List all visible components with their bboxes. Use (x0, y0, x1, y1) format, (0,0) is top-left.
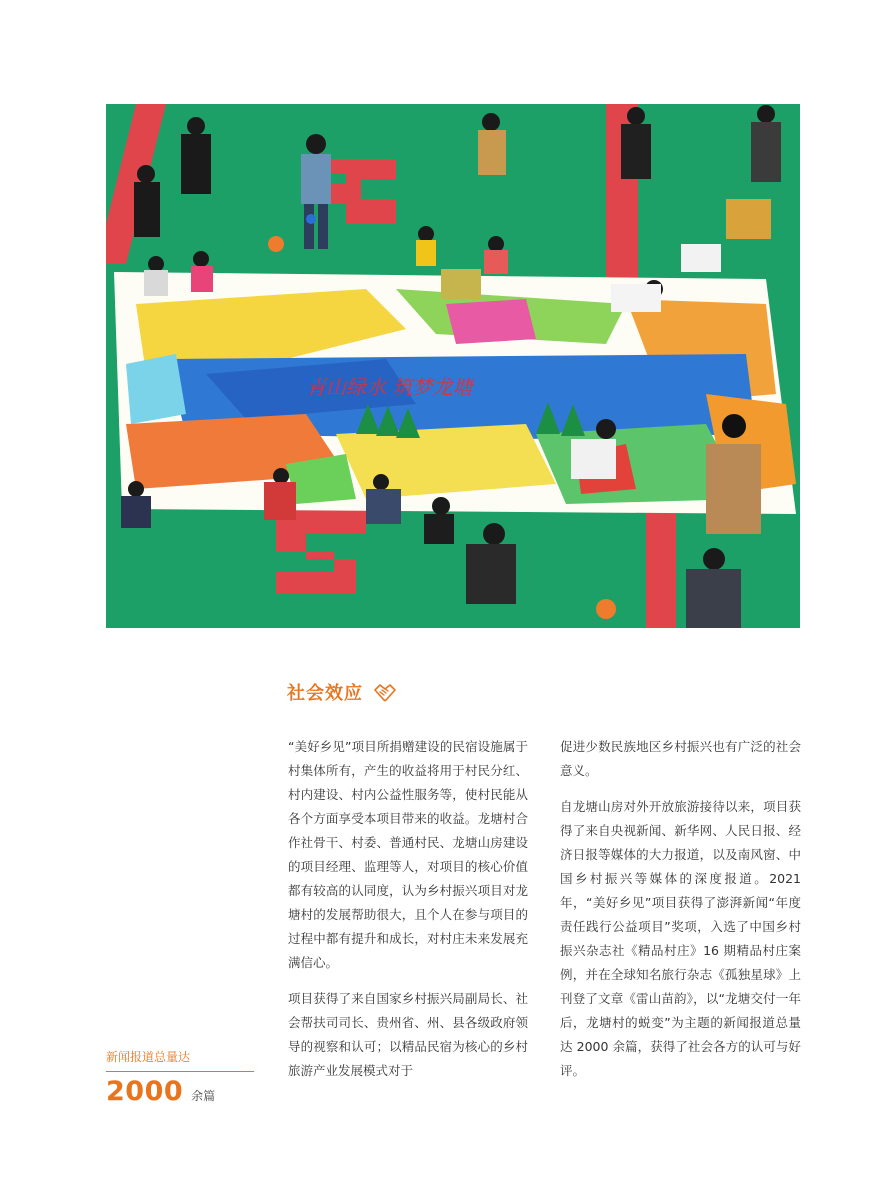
paragraph: 项目获得了来自国家乡村振兴局副局长、社会帮扶司司长、贵州省、州、县各级政府领导的视察和认可；以精品民宿为核心的乡村旅游产业发展模式对于 (288, 991, 528, 1078)
section-title (287, 679, 397, 705)
handshake-icon (373, 681, 397, 703)
paragraph: 自龙塘山房对外开放旅游接待以来，项目获得了来自央视新闻、新华网、人民日报、经济日报等媒体的大力报道，以及南风窗、中国乡村振兴等媒体的深度报道。2021 年，“美好乡见”项目获得了澎湃新闻“年度责任践行公益项目”奖项，入选了中国乡村振兴杂志社《精品村庄》16 期精品村庄案例，并在全球知名旅行杂志《孤独星球》上刊登了文章《雷山苗韵》，以“龙塘交付一年后，龙塘村的蜕变”为主题的新闻报道总量达 2000 余篇，获得了社会各方的认可与好评。 (560, 799, 801, 1078)
mural-photo (106, 104, 800, 628)
stat-unit: 余篇 (191, 1089, 216, 1103)
paragraph: “美好乡见”项目所捐赠建设的民宿设施属于村集体所有，产生的收益将用于村民分红、村内建设、村内公益性服务等，使村民能从各个方面享受本项目带来的收益。龙塘村合作社骨干、村委、普通村民、龙塘山房建设的项目经理、监理等人，对项目的核心价值都有较高的认同度，认为乡村振兴项目对龙塘村的发展帮助很大，且个人在参与项目的过程中都有提升和成长，对村庄未来发展充满信心。 (288, 739, 528, 970)
mural-banner-text: 青山绿水 筑梦龙塘 (306, 375, 473, 399)
stat-number: 2000 (106, 1076, 184, 1107)
body-column-right (560, 735, 801, 1095)
section-title-text: 社会效应 (287, 683, 363, 704)
stat-label: 新闻报道总量达 (106, 1050, 191, 1064)
stat-value (106, 1076, 215, 1107)
body-column-left (288, 735, 528, 1095)
stat-divider (106, 1071, 254, 1072)
paragraph: 促进少数民族地区乡村振兴也有广泛的社会意义。 (560, 739, 801, 778)
